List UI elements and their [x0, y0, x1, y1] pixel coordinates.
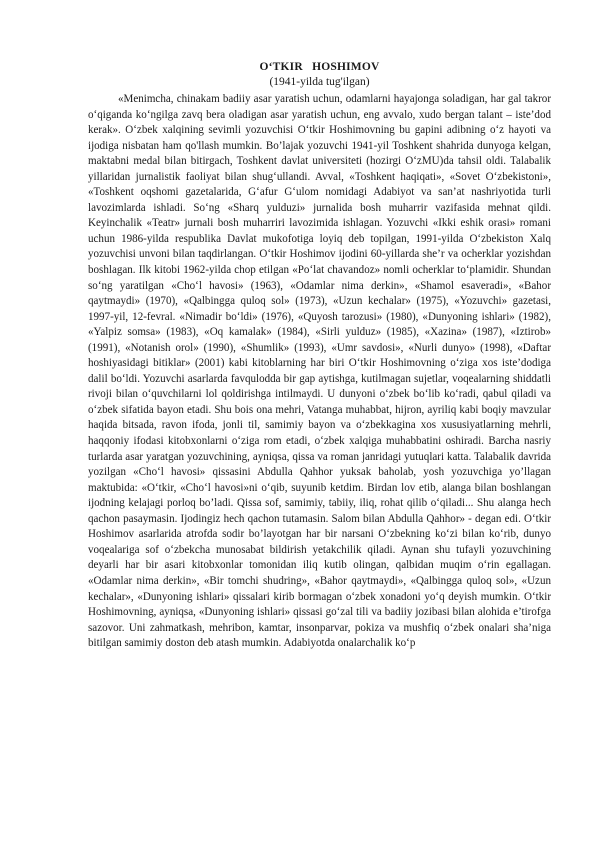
- body-paragraph: «Menimcha, chinakam badiiy asar yaratish uchun, odamlarni hayajonga soladigan, har gal takror o‘qiganda ko‘ngilga zavq bera oladigan asar yaratish uchun, eng avvalo, xudo bergan talant – iste’dod kerak». O‘zbek xalqining sevimli yozuvchisi O‘tkir Hoshimovning bu gapini adibning o‘z hayoti va ijodiga nisbatan ham qo'llash mumkin. Bo’lajak yozuvchi 1941-yil Toshkent shahrida dunyoga kelgan, maktabni medal bilan bitirgach, Toshkent davlat universiteti (hozirgi O‘zMU)da tahsil oldi. Talabalik yillaridan jurnalistik faoliyat bilan shug‘ullandi. Avval, «Toshkent haqiqati», «Sovet O‘zbekistoni», «Toshkent oqshomi gazetalarida, G‘afur G‘ulom nomidagi Adabiyot va san’at nashriyotida turli lavozimlarda ishladi. So‘ng «Sharq yulduzi» jurnalida bosh muharrir vazifasida mehnat qildi. Keyinchalik «Teatr» jurnali bosh muharriri lavozimida ishlagan. Yozuvchi «Ikki eshik orasi» romani uchun 1986-yilda respublika Davlat mukofotiga loyiq deb topilgan, 1991-yilda O‘zbekiston Xalq yozuvchisi unvoni bilan taqdirlangan. O‘tkir Hoshimov ijodini 60-yillarda she’r va ocherklar yozishdan boshlagan. Ilk kitobi 1962-yilda chop etilgan «Po‘lat chavandoz» nomli ocherklar to‘plamidir. Shundan so‘ng yaratilgan «Cho‘l havosi» (1963), «Odamlar nima derkin», «Shamol esaveradi», «Bahor qaytmaydi» (1970), «Qalbingga quloq sol» (1973), «Uzun kechalar» (1975), «Yozuvchi» gazetasi, 1997-yil, 12-fevral. «Nimadir bo‘ldi» (1976), «Quyosh tarozusi» (1980), «Dunyoning ishlari» (1982), «Yalpiz somsa» (1983), «Oq kamalak» (1984), «Sirli yulduz» (1985), «Xazina» (1987), «Iztirob» (1991), «Notanish orol» (1990), «Shumlik» (1993), «Umr savdosi», «Nurli dunyo» (1998), «Daftar hoshiyasidagi bitiklar» (2001) kabi kitoblarning har biri O‘tkir Hoshimovning o‘ziga xos iste’dodiga dalil bo‘ldi. Yozuvchi asarlarda favqulodda bir gap aytishga, kutilmagan sujetlar, voqealarning shiddatli rivoji bilan o‘quvchilarni lol qoldirishga intilmaydi. U dunyoni o‘zbek bo‘lib ko‘radi, qabul qiladi va o‘zbek sifatida bayon etadi. Shu bois ona mehri, Vatanga muhabbat, hijron, ayriliq kabi boqiy mavzular haqida bitsada, ravon ifoda, jonli til, samimiy bayon va o‘zbekkagina xos xususiyatlarning mehrli, haqqoniy ifodasi kitobxonlarni o‘ziga rom etadi, o‘zbek xalqiga muhabbatini oshiradi. Barcha nasriy turlarda asar yaratgan yozuvchining, ayniqsa, qissa va roman janridagi yutuqlari katta. Talabalik davrida yozilgan «Cho‘l havosi» qissasini Abdulla Qahhor yuksak baholab, yosh yozuvchiga yo’llagan maktubida: «O‘tkir, «Cho‘l havosi»ni o‘qib, suyunib ketdim. Birdan lov etib, alanga bilan boshlangan ijodning kelajagi porloq bo’ladi. Qissa sof, samimiy, tabiiy, iliq, rohat qilib o‘qiladi... Shu alanga hech qachon pasaymasin. Ijodingiz hech qachon tutamasin. Salom bilan Abdulla Qahhor» - degan edi. O‘tkir Hoshimov asarlarida atrofda sodir bo’layotgan har bir narsani O‘zbekning ko‘zi bilan ko‘rib, dunyo voqealariga sof o‘zbekcha munosabat bildirish yetakchilik qiladi. Aynan shu tufayli yozuvchining deyarli har bir asari kitobxonlar tomonidan iliq kutib olingan, qalbidan muqim o‘rin egallagan. «Odamlar nima derkin», «Bir tomchi shudring», «Bahor qaytmaydi», «Qalbingga quloq sol», «Uzun kechalar», «Dunyoning ishlari» qissalari kirib bormagan o‘zbek xonadoni yo‘q deyish mumkin. O‘tkir Hoshimovning, ayniqsa, «Dunyoning ishlari» qissasi go‘zal tili va badiiy jozibasi bilan alohida e’tirofga sazovor. Uni zahmatkash, mehribon, kamtar, insonparvar, pokiza va mushfiq o‘zbek onalari sha’niga bitilgan samimiy doston deb atash mumkin. Adabiyotda onalarchalik ko‘p: [88, 93, 551, 650]
- document-page: [88, 60, 551, 652]
- document-subtitle: (1941-yilda tug'ilgan): [269, 76, 370, 88]
- document-title: O‘TKIR HOSHIMOV: [259, 61, 380, 73]
